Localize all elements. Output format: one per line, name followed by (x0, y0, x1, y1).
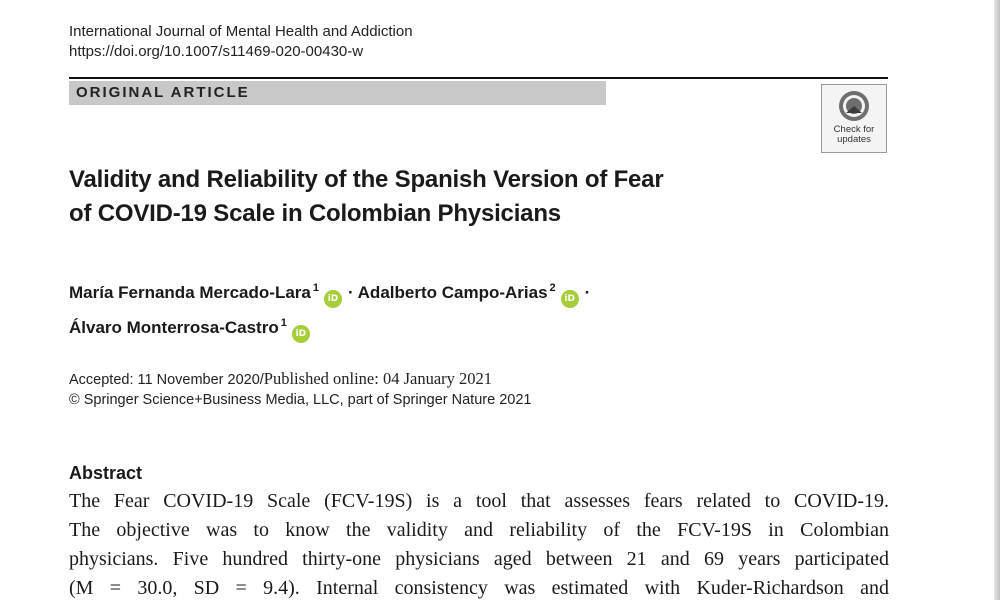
affiliation-marker: 1 (312, 282, 319, 294)
accepted-date: Accepted: 11 November 2020/ (69, 372, 264, 388)
article-title (69, 163, 789, 231)
abstract-line: The objective was to know the validity and reliability of the FCV-19S in Colombian (69, 519, 889, 541)
author-line (69, 308, 829, 343)
author-name[interactable]: Álvaro Monterrosa-Castro (69, 318, 279, 337)
check-for-updates-button[interactable] (821, 84, 887, 153)
header-rule (69, 77, 888, 79)
author-separator: · (584, 283, 591, 302)
check-for-updates-label: Check for updates (833, 124, 875, 145)
publication-dates (69, 369, 531, 410)
affiliation-marker: 1 (280, 317, 287, 329)
check-for-updates-icon (837, 89, 871, 123)
date-line (69, 369, 531, 390)
abstract-line: physicians. Five hundred thirty-one physicians aged between 21 and 69 years participated (69, 548, 889, 570)
abstract-line: (M = 30.0, SD = 9.4). Internal consistency was estimated with Kuder-Richardson and (69, 577, 889, 599)
copyright-line: © Springer Science+Business Media, LLC, part of Springer Nature 2021 (69, 392, 532, 408)
journal-name: International Journal of Mental Health and Addiction (69, 23, 413, 40)
published-date: Published online: 04 January 2021 (263, 369, 493, 388)
orcid-icon[interactable]: iD (324, 290, 342, 308)
orcid-icon[interactable]: iD (561, 290, 579, 308)
author-name[interactable]: Adalberto Campo-Arias (357, 283, 548, 302)
abstract-body (69, 487, 889, 603)
journal-header (69, 22, 413, 62)
page-edge-shadow (994, 0, 1000, 600)
author-list (69, 273, 829, 343)
affiliation-marker: 2 (549, 282, 556, 294)
journal-doi[interactable]: https://doi.org/10.1007/s11469-020-00430-w (69, 43, 364, 60)
abstract-heading: Abstract (69, 463, 143, 483)
author-separator: · (347, 283, 354, 302)
article-type-band: ORIGINAL ARTICLE (69, 81, 606, 105)
orcid-icon[interactable]: iD (292, 325, 310, 343)
article-title-line: of COVID-19 Scale in Colombian Physicians (69, 200, 561, 227)
article-title-line: Validity and Reliability of the Spanish Version of Fear (69, 166, 664, 193)
abstract-line: The Fear COVID-19 Scale (FCV-19S) is a tool that assesses fears related to COVID-19. (69, 490, 889, 512)
author-name[interactable]: María Fernanda Mercado-Lara (69, 283, 311, 302)
author-line (69, 273, 829, 308)
